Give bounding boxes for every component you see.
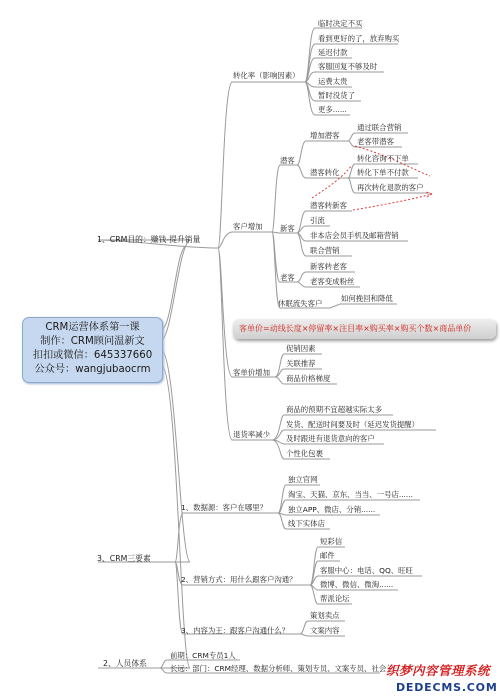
node-content-king[interactable]: 3、内容为王：跟客户沟通什么？ (181, 626, 290, 635)
data-source-item[interactable]: 独立官网 (288, 475, 318, 484)
node-dormant-customers[interactable]: 休眠流失客户 (278, 299, 323, 308)
return-item[interactable]: 个性化包裹 (286, 449, 323, 458)
return-item[interactable]: 及时跟进有退货意向的客户 (286, 434, 375, 443)
content-item[interactable]: 策划卖点 (310, 611, 340, 620)
watermark-line1: 织梦内容管理系统 (386, 663, 491, 678)
formula-banner[interactable] (233, 319, 496, 339)
data-source-item[interactable]: 淘宝、天猫、京东、当当、一号店...... (288, 490, 413, 499)
new-customer-item[interactable]: 非本店会员手机及邮箱营销 (310, 231, 399, 240)
price-item[interactable]: 商品价格梯度 (286, 374, 331, 383)
marketing-item[interactable]: 短彩信 (320, 537, 343, 546)
root-title: CRM运营体系第一课 (45, 322, 140, 333)
node-potential-customers[interactable]: 潜客 (280, 156, 295, 165)
node-marketing-methods[interactable]: 2、营销方式：用什么跟客户沟通？ (181, 575, 297, 584)
node-return-rate[interactable]: 退货率减少 (233, 430, 270, 439)
root-account: 公众号：wangjubaocrm (34, 364, 151, 375)
staff-item[interactable]: 长远：部门：CRM经理、数据分析师、策划专员、文案专员、社会化媒体专员 (170, 664, 424, 673)
marketing-item[interactable]: 微博、微信、微淘...... (320, 580, 394, 589)
potential-conversion-item[interactable]: 转化下单不付款 (357, 168, 409, 177)
price-item[interactable]: 关联推荐 (286, 359, 316, 368)
node-price-per-customer[interactable]: 客单价增加 (233, 368, 270, 377)
potential-conversion-item[interactable]: 转化咨询不下单 (357, 154, 409, 163)
add-potential-item[interactable]: 老客带潜客 (357, 137, 394, 146)
potential-conversion-item[interactable]: 再次转化退款的客户 (357, 183, 424, 192)
branch-staff-system[interactable]: 2、人员体系 (103, 659, 147, 668)
return-item[interactable]: 发货、配送时间要及时（延迟发货提醒） (286, 420, 420, 429)
content-item[interactable]: 文案内容 (310, 626, 340, 635)
marketing-item[interactable]: 邮件 (320, 551, 335, 560)
conv-item[interactable]: 客服回复不够及时 (318, 62, 378, 71)
conv-item[interactable]: 临时决定不买 (318, 19, 363, 28)
new-customer-item[interactable]: 联合营销 (310, 246, 340, 255)
node-potential-conversion[interactable]: 潜客转化 (310, 168, 340, 177)
marketing-item[interactable]: 帮派论坛 (320, 594, 350, 603)
node-data-source[interactable]: 1、数据源：客户在哪里？ (181, 503, 268, 512)
formula-text: 客单价=动线长度×停留率×注目率×购买率×购买个数×商品单价 (239, 324, 472, 333)
add-potential-item[interactable]: 通过联合营销 (357, 123, 402, 132)
new-customer-item[interactable]: 引流 (310, 216, 325, 225)
staff-item[interactable]: 前期：CRM专员1人 (170, 651, 236, 660)
root-node[interactable] (22, 317, 163, 383)
watermark-logo (380, 659, 500, 698)
new-customer-item[interactable]: 潜客转新客 (310, 201, 347, 210)
conv-item[interactable]: 暂时没货了 (318, 91, 355, 100)
branch-crm-purpose[interactable]: 1、CRM目的：赚钱-提升销量 (97, 235, 201, 244)
marketing-item[interactable]: 客服中心：电话、QQ、旺旺 (320, 566, 413, 575)
node-new-customers[interactable]: 新客 (280, 224, 295, 233)
price-item[interactable]: 促销因素 (286, 344, 316, 353)
conv-item[interactable]: 运费太贵 (318, 77, 348, 86)
node-customer-increase[interactable]: 客户增加 (233, 222, 263, 231)
conv-item[interactable]: 更多...... (318, 105, 347, 114)
node-add-potential[interactable]: 增加潜客 (310, 131, 340, 140)
conv-item[interactable]: 延迟付款 (318, 48, 348, 57)
return-item[interactable]: 商品的预期不宜超越实际太多 (286, 405, 383, 414)
data-source-item[interactable]: 线下实体店 (288, 519, 325, 528)
watermark-line2: DEDECMS.COM (396, 681, 498, 694)
node-old-customers[interactable]: 老客 (280, 273, 295, 282)
conv-item[interactable]: 看到更好的了，放弃购买 (318, 34, 400, 43)
node-conversion-rate[interactable]: 转化率（影响因素） (233, 71, 300, 80)
old-customer-item[interactable]: 老客变成粉丝 (310, 277, 355, 286)
old-customer-item[interactable]: 新客转老客 (310, 262, 347, 271)
dormant-customer-item[interactable]: 如何挽回和降低 (341, 294, 393, 303)
branch-crm-three-elements[interactable]: 3、CRM三要素 (97, 554, 151, 563)
data-source-item[interactable]: 独立APP、微店、分销...... (288, 505, 376, 514)
root-contact: 扣扣或微信：645337660 (32, 350, 153, 361)
root-author: 制作：CRM顾问温新文 (40, 336, 145, 347)
